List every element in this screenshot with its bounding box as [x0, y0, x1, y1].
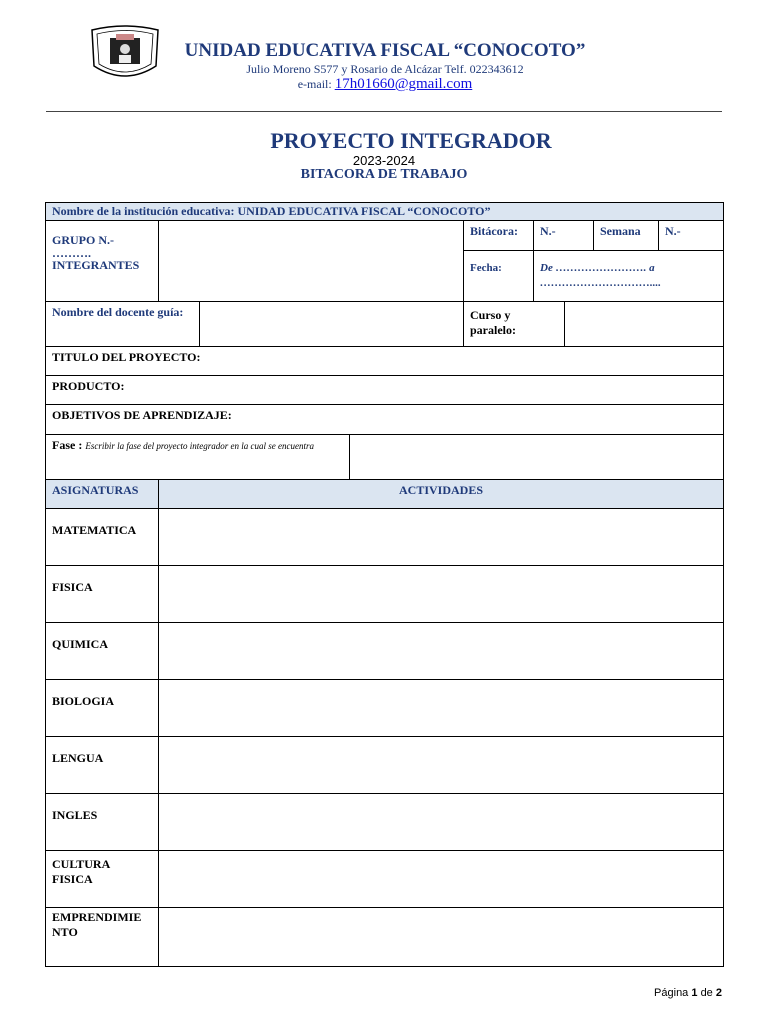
- activity-field-matematica[interactable]: [158, 508, 724, 566]
- producto-row[interactable]: PRODUCTO:: [45, 375, 724, 405]
- subject-ingles: INGLES: [45, 793, 159, 851]
- page-of: de: [700, 987, 713, 999]
- asignaturas-header: ASIGNATURAS: [45, 479, 159, 509]
- activity-field-lengua[interactable]: [158, 736, 724, 794]
- header-divider: [46, 111, 722, 112]
- titulo-proyecto-row[interactable]: TITULO DEL PROYECTO:: [45, 346, 724, 376]
- fase-label-cell: [45, 434, 350, 480]
- grupo-label: GRUPO N.-: [52, 233, 114, 247]
- fecha-range-field[interactable]: De ……………………. a …………………………....: [533, 250, 724, 302]
- fase-label: Fase :: [52, 438, 83, 452]
- page-number: [654, 987, 722, 999]
- activity-field-biologia[interactable]: [158, 679, 724, 737]
- integrantes-field[interactable]: [158, 220, 464, 302]
- fase-field[interactable]: [349, 434, 724, 480]
- email-label: e-mail:: [297, 77, 332, 91]
- bitacora-number[interactable]: N.-: [533, 220, 594, 251]
- subject-lengua: LENGUA: [45, 736, 159, 794]
- curso-label: Curso y paralelo:: [463, 301, 565, 347]
- activity-field-cultura-fisica[interactable]: [158, 850, 724, 908]
- subject-quimica: QUIMICA: [45, 622, 159, 680]
- activity-field-ingles[interactable]: [158, 793, 724, 851]
- actividades-header: ACTIVIDADES: [158, 479, 724, 509]
- subject-matematica: MATEMATICA: [45, 508, 159, 566]
- fase-hint: Escribir la fase del proyecto integrador en la cual se encuentra: [85, 441, 314, 451]
- integrantes-label: INTEGRANTES: [52, 258, 140, 272]
- email-link[interactable]: 17h01660@gmail.com: [334, 76, 473, 92]
- document-year: 2023-2024: [352, 153, 416, 168]
- school-address: Julio Moreno S577 y Rosario de Alcázar Telf. 022343612: [246, 62, 524, 76]
- page-prefix: Página: [654, 987, 689, 999]
- subject-cultura-fisica: CULTURA FISICA: [45, 850, 159, 908]
- school-name: UNIDAD EDUCATIVA FISCAL “CONOCOTO”: [184, 40, 586, 61]
- document-title: PROYECTO INTEGRADOR: [270, 128, 552, 153]
- grupo-label-cell: [45, 220, 159, 302]
- docente-label: Nombre del docente guía:: [45, 301, 200, 347]
- bitacora-label: Bitácora:: [463, 220, 534, 251]
- subject-fisica: FISICA: [45, 565, 159, 623]
- grupo-dots: ……….: [52, 246, 91, 260]
- semana-label: Semana: [593, 220, 659, 251]
- activity-field-emprendimiento[interactable]: [158, 907, 724, 967]
- activity-field-fisica[interactable]: [158, 565, 724, 623]
- curso-field[interactable]: [564, 301, 724, 347]
- institution-row: Nombre de la institución educativa: UNIDAD EDUCATIVA FISCAL “CONOCOTO”: [45, 202, 724, 221]
- docente-field[interactable]: [199, 301, 464, 347]
- page-total: 2: [715, 987, 722, 999]
- semana-number[interactable]: N.-: [658, 220, 724, 251]
- school-logo: [86, 24, 164, 82]
- page-current: 1: [691, 987, 698, 999]
- fecha-label: Fecha:: [463, 250, 534, 302]
- objetivos-row[interactable]: OBJETIVOS DE APRENDIZAJE:: [45, 404, 724, 435]
- email-line: [160, 76, 610, 93]
- subject-biologia: BIOLOGIA: [45, 679, 159, 737]
- document-subtitle: BITACORA DE TRABAJO: [300, 167, 468, 182]
- activity-field-quimica[interactable]: [158, 622, 724, 680]
- subject-emprendimiento: EMPRENDIMIE NTO: [45, 907, 159, 967]
